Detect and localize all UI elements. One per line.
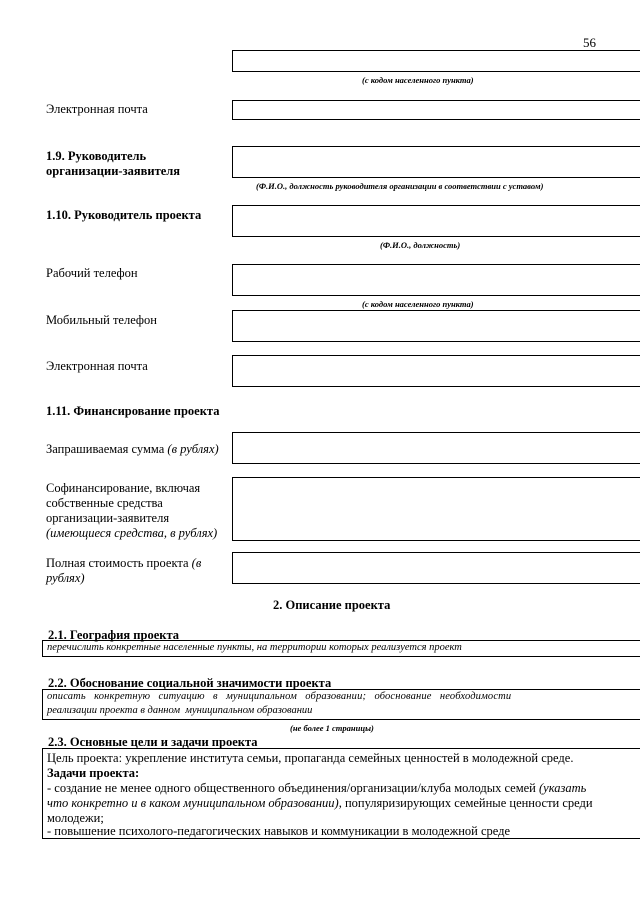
tasks-title: Задачи проекта: (47, 766, 140, 780)
geography-top-line (42, 640, 640, 641)
work-phone-field[interactable] (232, 264, 640, 296)
work-phone-caption: (с кодом населенного пункта) (362, 299, 474, 309)
project-goal: Цель проекта: укрепление института семьи, пропаганда семейных ценностей в молодежной среде. (47, 751, 574, 765)
geography-left-line (42, 640, 43, 656)
email-field[interactable] (232, 100, 640, 120)
total-cost-field[interactable] (232, 552, 640, 584)
geography-instruction: перечислить конкретные населенные пункты, на территории которых реализуется проект (47, 642, 462, 653)
project-head-caption: (Ф.И.О., должность) (380, 240, 461, 250)
cofinancing-label: Софинансирование, включая собственные средства организации-заявителя (имеющиеся средства, в рублях) (46, 481, 218, 540)
justification-caption: (не более 1 страницы) (290, 723, 374, 733)
justification-instruction-line1: описать конкретную ситуацию в муниципальном образовании; обоснование необходимости (47, 691, 512, 702)
email-label: Электронная почта (46, 102, 148, 116)
financing-title: 1.11. Финансирование проекта (46, 404, 220, 418)
justification-top-line (42, 689, 640, 690)
requested-sum-field[interactable] (232, 432, 640, 464)
task-2: - повышение психолого-педагогических навыков и коммуникации в молодежной среде (47, 824, 511, 838)
justification-title: 2.2. Обоснование социальной значимости проекта (48, 676, 332, 690)
goals-left-line (42, 748, 43, 838)
justification-bottom-line (42, 719, 640, 720)
mobile-phone-field[interactable] (232, 310, 640, 342)
justification-instruction-line2: реализации проекта в данном муниципальном образовании (47, 705, 313, 716)
page-number: 56 (583, 35, 596, 50)
cofinancing-field[interactable] (232, 477, 640, 541)
org-head-label: 1.9. Руководитель организации-заявителя (46, 149, 181, 178)
project-email-field[interactable] (232, 355, 640, 387)
project-email-label: Электронная почта (46, 359, 148, 373)
requested-sum-label: Запрашиваемая сумма (в рублях) (46, 442, 219, 456)
geography-bottom-line (42, 656, 640, 657)
section2-title: 2. Описание проекта (273, 598, 391, 612)
goals-top-line (42, 748, 640, 749)
task-1: - создание не менее одного общественного объединения/организации/клуба молодых семей (указать что конкретно и в каком муниципальном образовании), популяризирующих семейные ценности среди молодежи; (47, 781, 593, 825)
work-phone-label: Рабочий телефон (46, 266, 138, 280)
mobile-phone-label: Мобильный телефон (46, 313, 157, 327)
goals-title: 2.3. Основные цели и задачи проекта (48, 735, 258, 749)
justification-left-line (42, 689, 43, 719)
org-head-field[interactable] (232, 146, 640, 178)
org-head-caption: (Ф.И.О., должность руководителя организации в соответствии с уставом) (256, 181, 544, 191)
project-head-field[interactable] (232, 205, 640, 237)
project-head-label: 1.10. Руководитель проекта (46, 208, 202, 222)
geography-title: 2.1. География проекта (48, 628, 179, 642)
total-cost-label: Полная стоимость проекта (в рублях) (46, 556, 202, 585)
locality-code-field[interactable] (232, 50, 640, 72)
locality-code-caption: (с кодом населенного пункта) (362, 75, 474, 85)
